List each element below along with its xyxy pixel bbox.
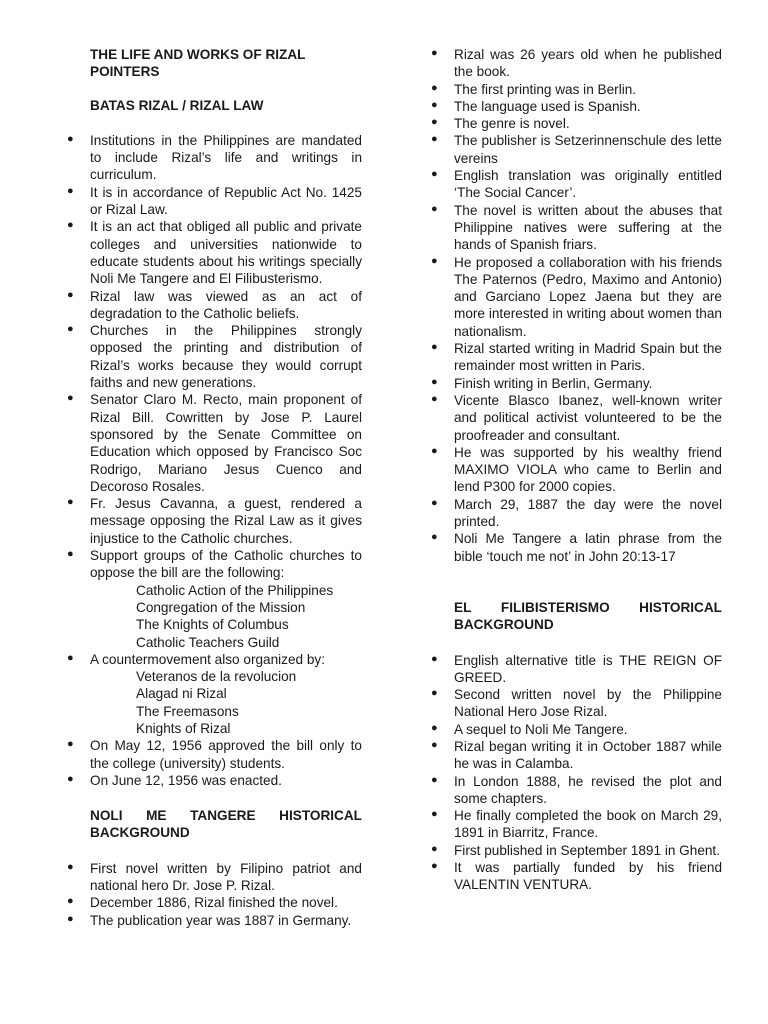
list-item: ● On May 12, 1956 approved the bill only to the college (university) students. xyxy=(66,737,362,772)
list-item: ● He finally completed the book on March 29, 1891 in Biarritz, France. xyxy=(430,807,722,842)
list-item: ● The publication year was 1887 in Germany. xyxy=(66,912,362,929)
counter-group-2: Alagad ni Rizal xyxy=(136,686,227,702)
bullet-icon xyxy=(430,530,454,547)
list-item: ● Second written novel by the Philippine National Hero Jose Rizal. xyxy=(430,686,722,721)
bullet-icon xyxy=(430,98,454,115)
list-item: ● Fr. Jesus Cavanna, a guest, rendered a message opposing the Rizal Law as it gives injustice to the Catholic churches. xyxy=(66,495,362,547)
support-group-2: Congregation of the Mission xyxy=(136,599,306,615)
bullet-icon xyxy=(430,773,454,790)
left-column xyxy=(66,46,362,929)
list-item: ● Institutions in the Philippines are mandated to include Rizal’s life and writings in curriculum. xyxy=(66,132,362,184)
list-item: ● The first printing was in Berlin. xyxy=(430,81,722,98)
bullet-icon xyxy=(66,495,90,512)
heading-el-filibusterismo xyxy=(454,599,722,634)
list-item: ● In London 1888, he revised the plot and some chapters. xyxy=(430,773,722,808)
bullet-icon xyxy=(430,81,454,98)
rizal-law-list xyxy=(66,132,362,582)
bullet-icon xyxy=(430,167,454,184)
list-item: ● Vicente Blasco Ibanez, well-known writer and political activist volunteered to be the proofreader and consultant. xyxy=(430,392,722,444)
bullet-icon xyxy=(66,184,90,201)
list-item: ● It is an act that obliged all public and private colleges and universities nationwide to educate students about his writings specially Noli Me Tangere and El Filibusterismo. xyxy=(66,218,362,287)
list-item: ● He was supported by his wealthy friend MAXIMO VIOLA who came to Berlin and lend P300 for 2000 copies. xyxy=(430,444,722,496)
heading-line-2: BACKGROUND xyxy=(454,617,554,633)
document-title xyxy=(90,46,362,81)
bullet-icon xyxy=(430,721,454,738)
counter-group-3: The Freemasons xyxy=(136,703,239,719)
enactment-list xyxy=(66,737,362,789)
heading-line-1: EL FILIBISTERISMO HISTORICAL xyxy=(454,599,722,615)
bullet-icon xyxy=(66,894,90,911)
bullet-icon xyxy=(66,737,90,754)
list-item: ● First novel written by Filipino patriot and national hero Dr. Jose P. Rizal. xyxy=(66,860,362,895)
bullet-icon xyxy=(66,391,90,408)
bullet-icon xyxy=(430,859,454,876)
bullet-icon xyxy=(430,340,454,357)
bullet-icon xyxy=(430,686,454,703)
list-item: ● It was partially funded by his friend VALENTIN VENTURA. xyxy=(430,859,722,894)
bullet-icon xyxy=(430,392,454,409)
support-group-4: Catholic Teachers Guild xyxy=(136,634,280,650)
bullet-icon xyxy=(66,322,90,339)
counter-group-1: Veteranos de la revolucion xyxy=(136,669,297,685)
fili-list xyxy=(430,652,722,894)
heading-rizal-law: BATAS RIZAL / RIZAL LAW xyxy=(90,97,264,113)
support-group-1: Catholic Action of the Philippines xyxy=(136,582,334,598)
list-item: ● December 1886, Rizal finished the novel. xyxy=(66,894,362,911)
bullet-icon xyxy=(430,254,454,271)
heading-line-2: BACKGROUND xyxy=(90,825,190,841)
bullet-icon xyxy=(430,444,454,461)
bullet-icon xyxy=(430,652,454,669)
list-item: ● English alternative title is THE REIGN OF GREED. xyxy=(430,652,722,687)
bullet-icon xyxy=(430,132,454,149)
noli-list xyxy=(66,860,362,929)
list-item: ● English translation was originally entitled ‘The Social Cancer’. xyxy=(430,167,722,202)
list-item: ● First published in September 1891 in Ghent. xyxy=(430,842,722,859)
list-item: ● The novel is written about the abuses that Philippine natives were suffering at the hands of Spanish friars. xyxy=(430,202,722,254)
bullet-icon xyxy=(66,218,90,235)
bullet-icon xyxy=(66,860,90,877)
bullet-icon xyxy=(430,496,454,513)
countermovement-list xyxy=(66,651,362,668)
bullet-icon xyxy=(66,651,90,668)
bullet-icon xyxy=(430,375,454,392)
list-item: ● Rizal started writing in Madrid Spain but the remainder most written in Paris. xyxy=(430,340,722,375)
heading-line-1: NOLI ME TANGERE HISTORICAL xyxy=(90,808,362,824)
title-line-2: POINTERS xyxy=(90,64,160,80)
bullet-icon xyxy=(430,46,454,63)
bullet-icon xyxy=(430,738,454,755)
bullet-icon xyxy=(66,912,90,929)
list-item: ● Churches in the Philippines strongly opposed the printing and distribution of Rizal’s works because they would corrupt faiths and new generations. xyxy=(66,322,362,391)
bullet-icon xyxy=(66,547,90,564)
bullet-icon xyxy=(430,202,454,219)
list-item: ● A sequel to Noli Me Tangere. xyxy=(430,721,722,738)
list-item: ● Rizal law was viewed as an act of degradation to the Catholic beliefs. xyxy=(66,288,362,323)
bullet-icon xyxy=(430,807,454,824)
list-item: ● The publisher is Setzerinnenschule des lette vereins xyxy=(430,132,722,167)
list-item: ● The language used is Spanish. xyxy=(430,98,722,115)
bullet-icon xyxy=(66,772,90,789)
list-item: ● A countermovement also organized by: xyxy=(66,651,362,668)
list-item: ● On June 12, 1956 was enacted. xyxy=(66,772,362,789)
bullet-icon xyxy=(66,288,90,305)
support-group-3: The Knights of Columbus xyxy=(136,617,289,633)
bullet-icon xyxy=(430,842,454,859)
list-item: ● Noli Me Tangere a latin phrase from the bible ‘touch me not’ in John 20:13-17 xyxy=(430,530,722,565)
list-item: ● March 29, 1887 the day were the novel printed. xyxy=(430,496,722,531)
list-item: ● Finish writing in Berlin, Germany. xyxy=(430,375,722,392)
bullet-icon xyxy=(430,115,454,132)
list-item: ● Senator Claro M. Recto, main proponent of Rizal Bill. Cowritten by Jose P. Laurel sponsored by the Senate Committee on Education which opposed by Francisco Soc Rodrigo, Mariano Jesus Cuenco and Decoroso Rosales. xyxy=(66,391,362,495)
noli-list-continued xyxy=(430,46,722,565)
bullet-icon xyxy=(66,132,90,149)
list-item: ● He proposed a collaboration with his friends The Paternos (Pedro, Maximo and Antonio) and Garciano Lopez Jaena but they are more interested in writing about women than nationalism. xyxy=(430,254,722,340)
list-item: ● Rizal began writing it in October 1887 while he was in Calamba. xyxy=(430,738,722,773)
title-line-1: THE LIFE AND WORKS OF RIZAL xyxy=(90,47,306,62)
right-column xyxy=(430,46,722,894)
list-item: ● Support groups of the Catholic churches to oppose the bill are the following: xyxy=(66,547,362,582)
counter-group-4: Knights of Rizal xyxy=(136,720,231,736)
list-item: ● The genre is novel. xyxy=(430,115,722,132)
heading-noli-me-tangere xyxy=(90,807,362,842)
list-item: ● It is in accordance of Republic Act No. 1425 or Rizal Law. xyxy=(66,184,362,219)
list-item: ● Rizal was 26 years old when he published the book. xyxy=(430,46,722,81)
